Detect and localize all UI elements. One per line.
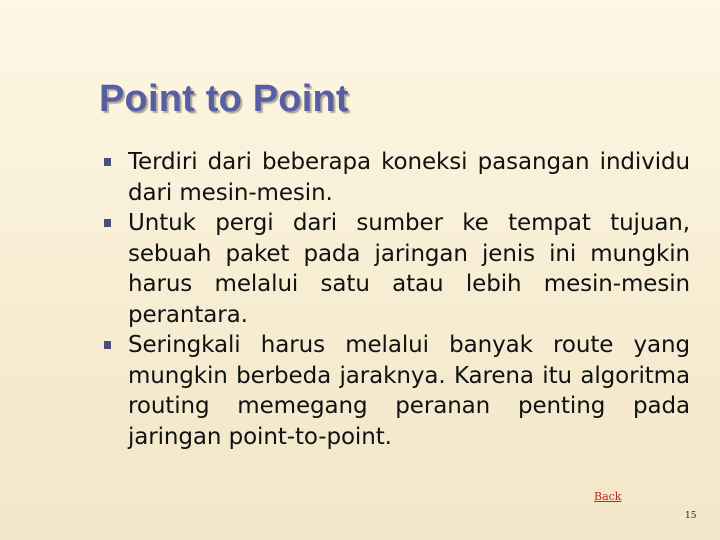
- bullet-item: [104, 208, 690, 330]
- bullet-item: [104, 147, 690, 208]
- bullet-item: [104, 330, 690, 452]
- square-bullet-icon: [104, 158, 111, 166]
- square-bullet-icon: [104, 341, 111, 349]
- page-number: 15: [685, 511, 697, 521]
- bullet-list: [104, 147, 690, 452]
- slide-title: Point to Point: [99, 78, 349, 120]
- bullet-text: Terdiri dari beberapa koneksi pasangan individu dari mesin-mesin.: [128, 149, 690, 206]
- square-bullet-icon: [104, 219, 111, 227]
- bullet-text: Seringkali harus melalui banyak route yang mungkin berbeda jaraknya. Karena itu algoritma routing memegang peranan penting pada jaringan point-to-point.: [128, 332, 690, 450]
- back-link[interactable]: Back: [594, 490, 622, 503]
- bullet-text: Untuk pergi dari sumber ke tempat tujuan, sebuah paket pada jaringan jenis ini mungkin harus melalui satu atau lebih mesin-mesin perantara.: [128, 210, 690, 328]
